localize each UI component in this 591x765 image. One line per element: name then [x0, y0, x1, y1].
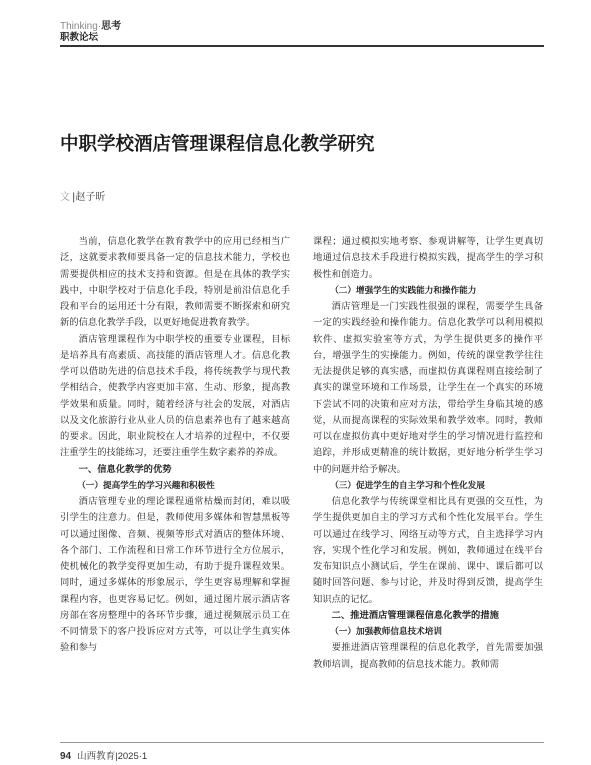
- left-column: [60, 234, 290, 657]
- header-rule: [60, 45, 544, 47]
- series-cn: 思考: [101, 21, 122, 32]
- author-separator: |: [72, 192, 76, 203]
- subsection-heading: （一）提高学生的学习兴趣和积极性: [77, 480, 215, 491]
- subsection-heading: （三）促进学生的自主学习和个性化发展: [330, 480, 485, 491]
- subsection-heading: （二）增强学生的实践能力和操作能力: [330, 285, 477, 296]
- paragraph: 酒店管理专业的理论课程通常枯燥而封闭，难以吸引学生的注意力。但是，教师使用多媒体和智慧黑板等可以通过图像、音频、视频等形式对酒店的整体环境、各个部门、工作流程和日常工作环节进行全方位展示，使机械化的教学变得更加生动，有助于提升课程效果。同时，通过多媒体的形象展示，学生更容易理解和掌握课程内容，也更容易记忆。例如，通过图片展示酒店客房部在客房整理中的各环节步骤，通过视频展示员工在不同情景下的客户投诉应对方式等，可以让学生真实体验和参与: [60, 496, 290, 654]
- paragraph: 信息化教学与传统课堂相比具有更强的交互性，为学生提供更加自主的学习方式和个性化发展平台。学生可以通过在线学习、网络互动等方式，自主选择学习内容，实现个性化学习和发展。例如，教师通过在线平台发布知识点小测试后，学生在课前、课中、课后都可以随时回答问题、参与讨论，并及时得到反馈，提高学生知识点的记忆。: [313, 496, 543, 605]
- section-tag: 职教论坛: [60, 32, 99, 43]
- author-prefix: 文: [60, 192, 70, 203]
- page-number: 94: [60, 751, 72, 762]
- page-footer: [60, 748, 147, 762]
- series-separator: ·: [97, 21, 102, 32]
- subsection-heading: （一）加强教师信息技术培训: [330, 627, 442, 637]
- article-title: 中职学校酒店管理课程信息化教学研究: [60, 134, 375, 155]
- paragraph: 酒店管理课程作为中职学校的重要专业课程，目标是培养具有高素质、高技能的酒店管理人才。信息化教学可以借助先进的信息技术手段，将传统教学与现代教学相结合，使教学内容更加丰富、生动、形象，提高教学效果和质量。同时，随着经济与社会的发展，对酒店以及文化旅游行业从业人员的信息素养也有了越来越高的要求。因此，职业院校在人才培养的过程中，不仅要注重学生的技能练习，还要注重学生数字素养的养成。: [60, 333, 290, 459]
- paragraph: 课程；通过模拟实地考察、参观讲解等，让学生更真切地通过信息技术手段进行模拟实践，提高学生的学习积极性和创造力。: [313, 236, 543, 280]
- footer-separator: |: [115, 751, 118, 762]
- footer-rule: [60, 742, 544, 743]
- paragraph: 酒店管理是一门实践性很强的课程，需要学生具备一定的实践经验和操作能力。信息化教学可以利用模拟软件、虚拟实验室等方式，为学生提供更多的操作平台，增强学生的实操能力。例如，传统的课堂教学往往无法提供足够的真实感，而虚拟仿真课程则直接绘制了真实的课堂环境和工作场景，让学生在一个真实的环境下尝试不同的决策和应对方法，带给学生身临其境的感觉，从而提高课程的实际效果和教学效率。同时，教师可以在虚拟仿真中更好地对学生的学习情况进行监控和追踪，并形成更精准的统计数据，更好地分析学生学习中的问题并给予解决。: [313, 301, 543, 475]
- author-line: [60, 188, 105, 203]
- issue-number: 2025·1: [117, 751, 148, 762]
- section-heading: 二、推进酒店管理课程信息化教学的措施: [331, 609, 499, 621]
- journal-name: 山西教育: [77, 751, 116, 762]
- paragraph: 当前，信息化教学在教育教学中的应用已经相当广泛，这就要求教师要具备一定的信息技术能力，学校也需要提供相应的技术支持和资源。但是在具体的教学实践中，中职学校对于信息化手段，特别是前沿信息化手段和平台的运用还十分有限，教师需要不断探索和研究新的信息化教学手段，以更好地促进教育教学。: [60, 236, 290, 329]
- section-heading: 一、信息化教学的优势: [78, 463, 172, 475]
- right-column: [313, 234, 543, 673]
- series-en: Thinking: [60, 21, 98, 32]
- paragraph: 要推进酒店管理课程的信息化教学，首先需要加强教师培训，提高教师的信息技术能力。教师需: [313, 642, 543, 670]
- author-name: 赵子昕: [75, 192, 106, 203]
